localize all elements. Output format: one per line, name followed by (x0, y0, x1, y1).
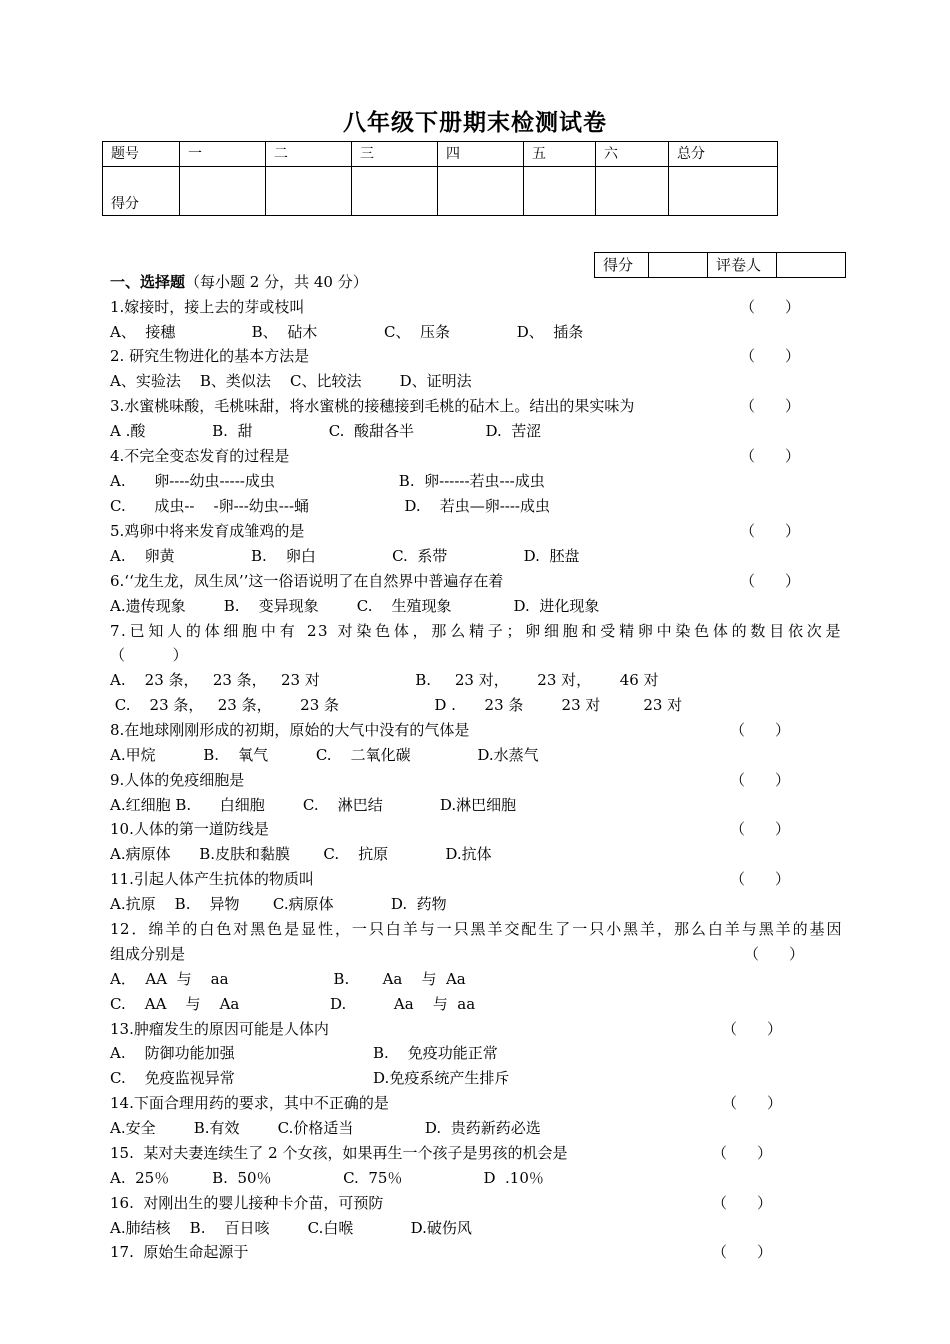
section-heading: 一、选择题 (110, 273, 186, 291)
score-table-cell: 得分 (103, 167, 180, 216)
option-line: C. AA 与 Aa D. Aa 与 aa (110, 995, 476, 1013)
question-line: 3.水蜜桃味酸，毛桃味甜，将水蜜桃的接穗接到毛桃的砧木上。结出的果实味为 (110, 397, 635, 415)
answer-paren: （ ） (712, 1144, 773, 1162)
question-line: 12．绵羊的白色对黑色是显性，一只白羊与一只黑羊交配生了一只小黑羊，那么白羊与黑羊的基因 (110, 920, 842, 938)
score-blank-cell (669, 167, 778, 216)
score-table-cell: 五 (524, 142, 596, 167)
question-line: 1.嫁接时，接上去的芽或枝叫 (110, 298, 305, 316)
option-line: A.抗原 B. 异物 C.病原体 D. 药物 (110, 895, 447, 913)
answer-paren: （ ） (740, 572, 801, 590)
question-line: 8.在地球刚刚形成的初期，原始的大气中没有的气体是 (110, 721, 470, 739)
score-blank-cell (352, 167, 438, 216)
answer-paren: （ ） (722, 1020, 783, 1038)
question-line: 4.不完全变态发育的过程是 (110, 447, 290, 465)
question-line: 17. 原始生命起源于 (110, 1243, 249, 1261)
answer-paren: （ ） (730, 820, 791, 838)
answer-paren: （ ） (722, 1094, 783, 1112)
page-title: 八年级下册期末检测试卷 (343, 109, 607, 136)
grader-score-label: 得分 (595, 253, 649, 278)
option-line: C. 成虫-- -卵---幼虫---蛹 D. 若虫—卵----成虫 (110, 497, 550, 515)
score-table-cell: 四 (438, 142, 524, 167)
answer-paren: （ ） (740, 447, 801, 465)
answer-paren: （ ） (712, 1243, 773, 1261)
score-table-cell: 三 (352, 142, 438, 167)
option-line: A.病原体 B.皮肤和黏膜 C. 抗原 D.抗体 (110, 845, 492, 863)
section-heading-line (110, 272, 368, 292)
option-line: C. 免疫监视异常 D.免疫系统产生排斥 (110, 1069, 510, 1087)
question-line: 11.引起人体产生抗体的物质叫 (110, 870, 314, 888)
option-line: A. 25％ B. 50％ C. 75％ D .10％ (110, 1169, 544, 1187)
question-line: 6.‘‘龙生龙，凤生凤’’这一俗语说明了在自然界中普遍存在着 (110, 572, 504, 590)
score-blank-cell (180, 167, 266, 216)
option-line: A、 接穗 B、 砧木 C、 压条 D、 插条 (110, 323, 584, 341)
question-line: 13.肿瘤发生的原因可能是人体内 (110, 1020, 329, 1038)
answer-paren: （ ） (740, 298, 801, 316)
score-table-cell: 二 (266, 142, 352, 167)
option-line: A. 卵----幼虫-----成虫 B. 卵------若虫---成虫 (110, 472, 545, 490)
answer-paren: （ ） (744, 945, 805, 963)
question-line: 7.已知人的体细胞中有 23 对染色体，那么精子；卵细胞和受精卵中染色体的数目依次是 (110, 622, 842, 640)
answer-paren: （ ） (730, 771, 791, 789)
score-table-header-row (103, 142, 778, 167)
answer-paren: （ ） (712, 1194, 773, 1212)
score-table-cell: 总分 (669, 142, 778, 167)
score-table (102, 141, 778, 216)
score-table-cell: 六 (596, 142, 669, 167)
question-line: 15. 某对夫妻连续生了 2 个女孩，如果再生一个孩子是男孩的机会是 (110, 1144, 568, 1162)
answer-paren: （ ） (740, 347, 801, 365)
option-line: A． AA 与 aa B. Aa 与 Aa (110, 970, 466, 988)
answer-paren: （ ） (730, 721, 791, 739)
question-line: 10.人体的第一道防线是 (110, 820, 269, 838)
question-line: 16. 对刚出生的婴儿接种卡介苗，可预防 (110, 1194, 384, 1212)
section-note: （每小题 2 分，共 40 分） (185, 273, 368, 291)
score-table-cell: 题号 (103, 142, 180, 167)
score-table-cell: 一 (180, 142, 266, 167)
option-line: A、实验法 B、类似法 C、比较法 D、证明法 (110, 372, 472, 390)
grader-name-label: 评卷人 (708, 253, 777, 278)
option-line: A.遗传现象 B. 变异现象 C. 生殖现象 D. 进化现象 (110, 597, 600, 615)
score-blank-cell (596, 167, 669, 216)
grader-score-blank (649, 253, 708, 278)
score-blank-cell (524, 167, 596, 216)
score-table-score-row (103, 167, 778, 216)
option-line: A.甲烷 B. 氧气 C. 二氧化碳 D.水蒸气 (110, 746, 539, 764)
score-blank-cell (266, 167, 352, 216)
answer-paren: （ ） (740, 522, 801, 540)
grader-name-blank (777, 253, 846, 278)
option-line: C. 23 条， 23 条， 23 条 D . 23 条 23 对 23 对 (110, 696, 683, 714)
option-line: A. 卵黄 B. 卵白 C. 系带 D. 胚盘 (110, 547, 580, 565)
option-line: A.安全 B.有效 C.价格适当 D. 贵药新药必选 (110, 1119, 541, 1137)
answer-paren: （ ） (740, 397, 801, 415)
option-line: A. 防御功能加强 B. 免疫功能正常 (110, 1044, 498, 1062)
question-line: 组成分别是 (110, 945, 186, 963)
question-line: 14.下面合理用药的要求，其中不正确的是 (110, 1094, 389, 1112)
answer-paren: （ ） (730, 870, 791, 888)
score-blank-cell (438, 167, 524, 216)
option-line: A. 23 条， 23 条， 23 对 B. 23 对， 23 对， 46 对 (110, 671, 659, 689)
question-line: 9.人体的免疫细胞是 (110, 771, 245, 789)
option-line: A.红细胞 B. 白细胞 C. 淋巴结 D.淋巴细胞 (110, 796, 517, 814)
option-line: A .酸 B. 甜 C. 酸甜各半 D. 苦涩 (110, 422, 542, 440)
grader-table (594, 252, 846, 278)
answer-paren: （ ） (110, 646, 188, 664)
question-line: 2. 研究生物进化的基本方法是 (110, 347, 310, 365)
question-line: 5.鸡卵中将来发育成雏鸡的是 (110, 522, 305, 540)
option-line: A.肺结核 B. 百日咳 C.白喉 D.破伤风 (110, 1219, 472, 1237)
